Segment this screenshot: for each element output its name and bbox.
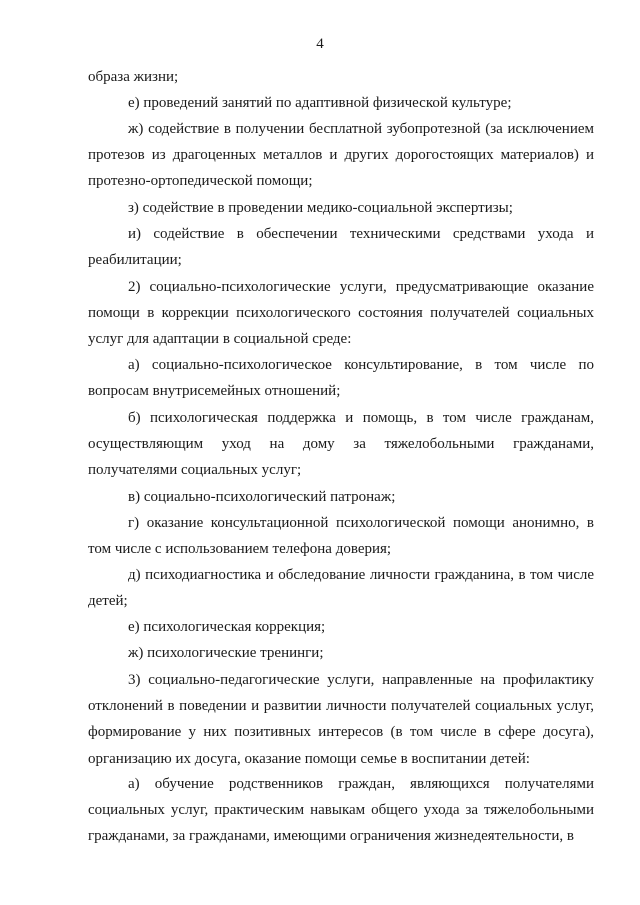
paragraph-item-zh-trainings: ж) психологические тренинги;	[128, 645, 324, 661]
paragraph-item-e-adaptive-sport: е) проведений занятий по адаптивной физической культуре;	[128, 95, 512, 111]
paragraph-item-b-support: б) психологическая поддержка и помощь, в том числе гражданам, осуществляющим уход на дому за тяжелобольными гражданами, получателями социальных услуг;	[88, 410, 594, 479]
paragraph-item-v-patronage: в) социально-психологический патронаж;	[128, 489, 396, 505]
paragraph-item-g-anonymous-help: г) оказание консультационной психологической помощи анонимно, в том числе с использованием телефона доверия;	[88, 515, 594, 558]
paragraph-item-a-training-relatives: а) обучение родственников граждан, являющихся получателями социальных услуг, практическим навыкам общего ухода за тяжелобольными гражданами, за гражданами, имеющими ограничения жизнедеятельности, в	[88, 776, 594, 845]
paragraph-section-3: 3) социально-педагогические услуги, направленные на профилактику отклонений в поведении и развитии личности получателей социальных услуг, формирование у них позитивных интересов (в том числе в сфере досуга), организацию их досуга, оказание помощи семье в воспитании детей:	[88, 672, 594, 767]
page-number: 4	[316, 36, 324, 52]
paragraph-item-d-psychodiagnostics: д) психодиагностика и обследование личности гражданина, в том числе детей;	[88, 567, 594, 610]
paragraph-item-zh-dental: ж) содействие в получении бесплатной зубопротезной (за исключением протезов из драгоценных металлов и других дорогостоящих материалов) и протезно-ортопедической помощи;	[88, 121, 594, 190]
paragraph-item-e-correction: е) психологическая коррекция;	[128, 619, 326, 635]
paragraph-continuation: образа жизни;	[88, 69, 179, 85]
paragraph-item-z-expertise: з) содействие в проведении медико-социальной экспертизы;	[128, 200, 513, 216]
paragraph-section-2: 2) социально-психологические услуги, предусматривающие оказание помощи в коррекции психологического состояния получателей социальных услуг для адаптации в социальной среде:	[88, 279, 594, 348]
paragraph-item-i-technical-means: и) содействие в обеспечении техническими средствами ухода и реабилитации;	[88, 226, 594, 269]
paragraph-item-a-consulting: а) социально-психологическое консультирование, в том числе по вопросам внутрисемейных отношений;	[88, 357, 594, 400]
